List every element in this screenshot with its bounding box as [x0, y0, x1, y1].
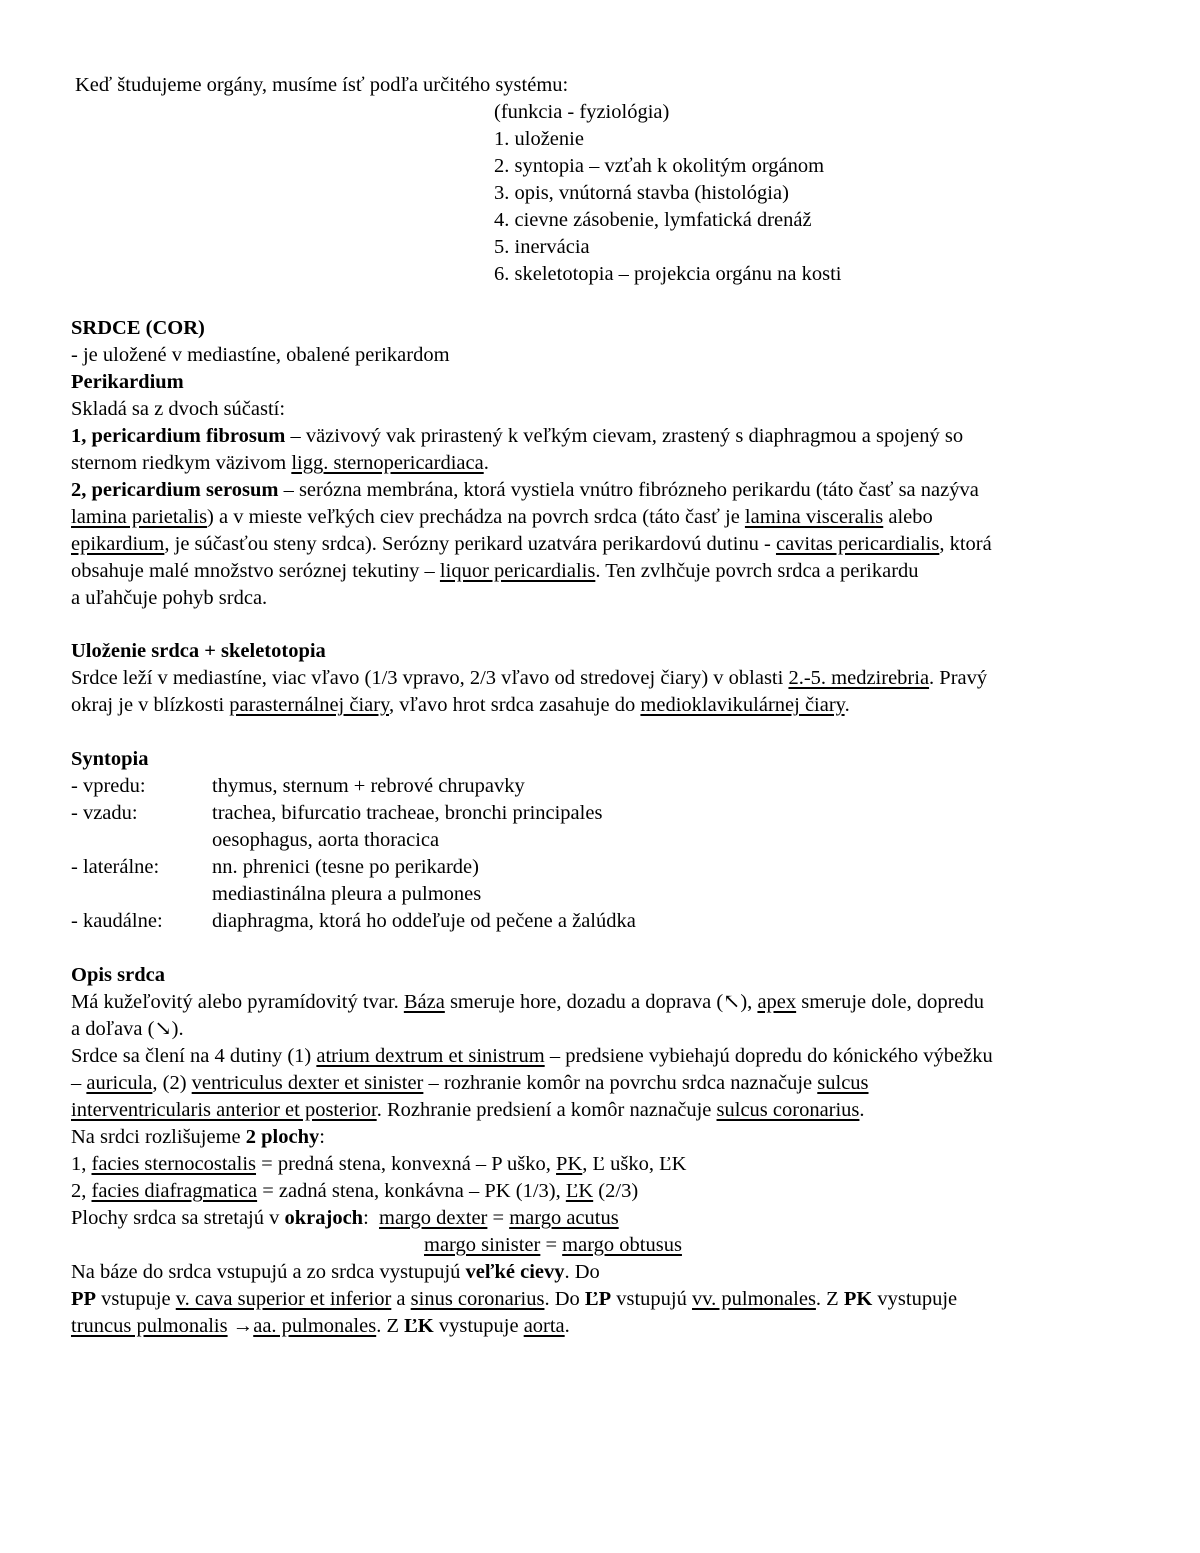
intro-item: 1. uloženie	[494, 128, 584, 150]
section-heading-syntopia: Syntopia	[71, 748, 149, 770]
syntopia-value: nn. phrenici (tesne po perikarde)	[212, 856, 479, 878]
opis-text: a doľava (↘).	[71, 1018, 184, 1040]
opis-text: Má kužeľovitý alebo pyramídovitý tvar. Báza smeruje hore, dozadu a doprava (↖), apex smeruje dole, dopredu	[71, 991, 985, 1013]
perikardium-paragraph-2: epikardium, je súčasťou steny srdca). Serózny perikard uzatvára perikardovú dutinu - cavitas pericardialis, ktorá	[71, 533, 992, 555]
syntopia-label: - kaudálne:	[71, 910, 163, 932]
perikardium-paragraph-2: 2, pericardium serosum – serózna membrána, ktorá vystiela vnútro fibrózneho perikardu (táto časť sa nazýva	[71, 479, 979, 501]
syntopia-row	[71, 800, 603, 827]
syntopia-label: - laterálne:	[71, 856, 160, 878]
opis-text: margo sinister = margo obtusus	[424, 1234, 682, 1256]
intro-item: 2. syntopia – vzťah k okolitým orgánom	[494, 155, 825, 177]
opis-text: Na báze do srdca vstupujú a zo srdca vystupujú veľké cievy. Do	[71, 1261, 600, 1283]
syntopia-value: thymus, sternum + rebrové chrupavky	[212, 775, 525, 797]
syntopia-label: - vpredu:	[71, 775, 146, 797]
ulozenie-text: okraj je v blízkosti parasternálnej čiary, vľavo hrot srdca zasahuje do medioklavikulárnej čiary.	[71, 694, 850, 716]
intro-line: Keď študujeme orgány, musíme ísť podľa určitého systému:	[75, 74, 569, 96]
syntopia-label: - vzadu:	[71, 802, 138, 824]
intro-item: (funkcia - fyziológia)	[494, 101, 670, 123]
perikardium-paragraph-2: lamina parietalis) a v mieste veľkých ciev prechádza na povrch srdca (táto časť je lamina visceralis alebo	[71, 506, 933, 528]
syntopia-value: oesophagus, aorta thoracica	[212, 829, 440, 851]
perikardium-intro: Skladá sa z dvoch súčastí:	[71, 398, 286, 420]
section-heading-opis: Opis srdca	[71, 964, 165, 986]
syntopia-value: mediastinálna pleura a pulmones	[212, 883, 482, 905]
opis-text: – auricula, (2) ventriculus dexter et sinister – rozhranie komôr na povrchu srdca naznačuje sulcus	[71, 1072, 869, 1094]
syntopia-value: trachea, bifurcatio tracheae, bronchi principales	[212, 802, 603, 824]
opis-text: truncus pulmonalis →aa. pulmonales. Z ĽK vystupuje aorta.	[71, 1315, 570, 1337]
intro-item: 5. inervácia	[494, 236, 590, 258]
perikardium-paragraph-1: sternom riedkym väzivom ligg. sternopericardiaca.	[71, 452, 489, 474]
opis-text: 1, facies sternocostalis = predná stena, konvexná – P uško, PK, Ľ uško, ĽK	[71, 1153, 687, 1175]
perikardium-paragraph-1: 1, pericardium fibrosum – väzivový vak prirastený k veľkým cievam, zrastený s diaphragmou a spojený so	[71, 425, 964, 447]
section-heading-srdce: SRDCE (COR)	[71, 317, 205, 339]
opis-text: 2, facies diafragmatica = zadná stena, konkávna – PK (1/3), ĽK (2/3)	[71, 1180, 639, 1202]
syntopia-value: diaphragma, ktorá ho oddeľuje od pečene a žalúdka	[212, 910, 636, 932]
ulozenie-text: Srdce leží v mediastíne, viac vľavo (1/3 vpravo, 2/3 vľavo od stredovej čiary) v oblasti 2.-5. medzirebria. Pravý	[71, 667, 988, 689]
section-heading-ulozenie: Uloženie srdca + skeletotopia	[71, 640, 326, 662]
opis-text: Plochy srdca sa stretajú v okrajoch: margo dexter = margo acutus	[71, 1207, 619, 1229]
syntopia-row	[71, 773, 525, 800]
intro-item: 4. cievne zásobenie, lymfatická drenáž	[494, 209, 812, 231]
section-heading-perikardium: Perikardium	[71, 371, 184, 393]
intro-item: 6. skeletotopia – projekcia orgánu na kosti	[494, 263, 842, 285]
perikardium-paragraph-2: obsahuje malé množstvo seróznej tekutiny – liquor pericardialis. Ten zvlhčuje povrch srdca a perikardu	[71, 560, 919, 582]
syntopia-row	[71, 854, 479, 881]
srdce-line: - je uložené v mediastíne, obalené perikardom	[71, 344, 450, 366]
intro-item: 3. opis, vnútorná stavba (histológia)	[494, 182, 789, 204]
perikardium-paragraph-2: a uľahčuje pohyb srdca.	[71, 587, 268, 609]
syntopia-row	[71, 908, 636, 935]
opis-text: Na srdci rozlišujeme 2 plochy:	[71, 1126, 325, 1148]
opis-text: Srdce sa člení na 4 dutiny (1) atrium dextrum et sinistrum – predsiene vybiehajú dopredu do kónického výbežku	[71, 1045, 993, 1067]
opis-text: PP vstupuje v. cava superior et inferior a sinus coronarius. Do ĽP vstupujú vv. pulmonales. Z PK vystupuje	[71, 1288, 958, 1310]
opis-text: interventricularis anterior et posterior. Rozhranie predsiení a komôr naznačuje sulcus coronarius.	[71, 1099, 865, 1121]
